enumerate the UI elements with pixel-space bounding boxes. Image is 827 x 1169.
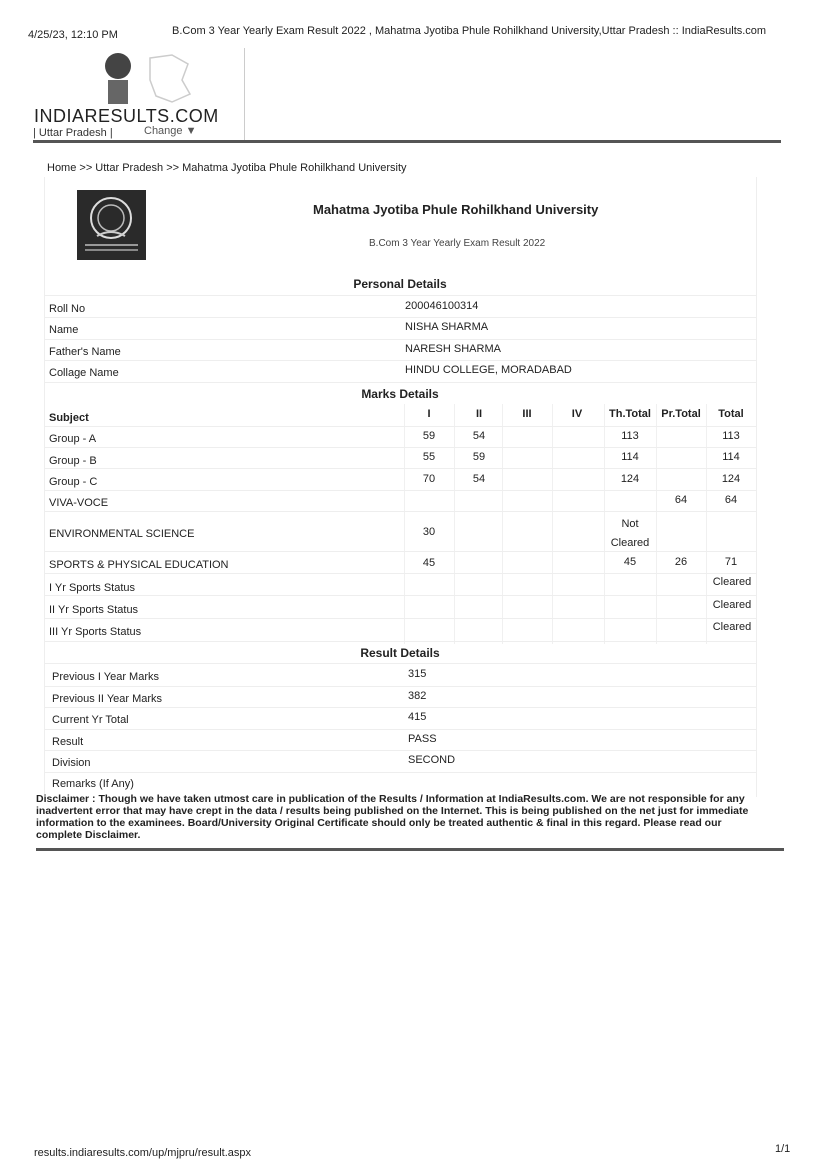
row-divider (44, 595, 756, 596)
marks-subject: Group - B (49, 455, 97, 467)
row-divider (44, 772, 756, 773)
marks-i: 45 (422, 557, 436, 569)
prev-i-year-label: Previous I Year Marks (52, 671, 159, 683)
header-divider (244, 48, 245, 140)
marks-th-total: 114 (621, 451, 639, 463)
university-seal-icon (77, 190, 146, 260)
row-divider (44, 447, 756, 448)
roll-no-label: Roll No (49, 303, 86, 315)
marks-header-i: I (427, 408, 431, 420)
marks-header-iv: IV (571, 408, 583, 420)
current-year-total-label: Current Yr Total (52, 714, 129, 726)
row-divider (44, 573, 756, 574)
marks-pr-total: 64 (674, 494, 688, 506)
frame-left (44, 177, 45, 797)
marks-details-heading: Marks Details (361, 387, 439, 401)
site-name: INDIARESULTS.COM (34, 106, 219, 126)
marks-subject: I Yr Sports Status (49, 582, 136, 594)
marks-th-total: Not Cleared (610, 518, 650, 549)
region-label: | Uttar Pradesh | (33, 127, 113, 139)
row-divider (44, 686, 756, 687)
row-divider (44, 426, 756, 427)
marks-total: Cleared (712, 576, 752, 588)
breadcrumb[interactable]: Home >> Uttar Pradesh >> Mahatma Jyotiba Phule Rohilkhand University (47, 162, 407, 174)
name-value: NISHA SHARMA (405, 321, 489, 333)
remarks-label: Remarks (If Any) (52, 778, 134, 790)
marks-subject: SPORTS & PHYSICAL EDUCATION (49, 559, 229, 571)
college-name-value: HINDU COLLEGE, MORADABAD (405, 364, 572, 376)
marks-total: 113 (722, 430, 740, 442)
marks-ii: 59 (472, 451, 486, 463)
father-name-value: NARESH SHARMA (405, 343, 501, 355)
marks-header-pr-total: Pr.Total (661, 408, 701, 420)
marks-total: 64 (724, 494, 738, 506)
division-label: Division (52, 757, 91, 769)
column-line (656, 404, 657, 644)
marks-subject: Group - C (49, 476, 98, 488)
current-year-total-value: 415 (408, 711, 427, 723)
marks-total: 124 (721, 473, 741, 485)
row-divider (44, 468, 756, 469)
marks-total: 114 (722, 451, 740, 463)
row-divider (44, 339, 756, 340)
university-name: Mahatma Jyotiba Phule Rohilkhand University (313, 202, 599, 217)
prev-ii-year-value: 382 (408, 690, 427, 702)
father-name-label: Father's Name (49, 346, 121, 358)
frame-right (756, 177, 757, 797)
column-line (552, 404, 553, 644)
footer-page-number: 1/1 (775, 1143, 791, 1155)
marks-header-ii: II (475, 408, 483, 420)
marks-th-total: 113 (621, 430, 639, 442)
personal-details-heading: Personal Details (353, 277, 447, 291)
marks-i: 55 (422, 451, 436, 463)
division-value: SECOND (408, 754, 456, 766)
marks-i: 70 (422, 473, 436, 485)
row-divider (44, 295, 756, 296)
top-rule (33, 140, 781, 143)
college-name-label: Collage Name (49, 367, 119, 379)
marks-i: 59 (422, 430, 436, 442)
row-divider (44, 641, 756, 642)
marks-total: Cleared (712, 621, 752, 633)
row-divider (44, 490, 756, 491)
print-title: B.Com 3 Year Yearly Exam Result 2022 , Mahatma Jyotiba Phule Rohilkhand University,Uttar Pradesh :: IndiaResults.com (172, 25, 767, 37)
row-divider (44, 382, 756, 383)
site-logo-icon (32, 50, 232, 110)
marks-header-total: Total (718, 408, 744, 420)
row-divider (44, 729, 756, 730)
row-divider (44, 750, 756, 751)
footer-url: results.indiaresults.com/up/mjpru/result.aspx (34, 1147, 252, 1159)
marks-th-total: 124 (620, 473, 640, 485)
marks-subject: VIVA-VOCE (49, 497, 109, 509)
marks-subject: III Yr Sports Status (49, 626, 142, 638)
marks-th-total: 45 (623, 556, 637, 568)
disclaimer: Disclaimer : Though we have taken utmost care in publication of the Results / Information at IndiaResults.com. We are not responsible for any inadvertent error that may have crept in the data / results being published on the Internet. This is being published on the net just for immediate information to the examinees. Board/University Original Certificate should only be treated authentic & final in this regard. Please read our complete Disclaimer. (36, 793, 749, 841)
exam-name: B.Com 3 Year Yearly Exam Result 2022 (369, 238, 546, 249)
bottom-rule (36, 848, 784, 851)
name-label: Name (49, 324, 79, 336)
marks-total: 71 (724, 556, 738, 568)
marks-header-iii: III (522, 408, 532, 420)
row-divider (44, 511, 756, 512)
row-divider (44, 707, 756, 708)
prev-i-year-value: 315 (408, 668, 427, 680)
print-date: 4/25/23, 12:10 PM (28, 29, 118, 41)
marks-subject: II Yr Sports Status (49, 604, 139, 616)
marks-i: 30 (422, 526, 436, 538)
marks-ii: 54 (472, 473, 486, 485)
row-divider (44, 317, 756, 318)
marks-ii: 54 (472, 430, 486, 442)
row-divider (44, 618, 756, 619)
result-value: PASS (408, 733, 437, 745)
marks-subject: ENVIRONMENTAL SCIENCE (49, 528, 195, 540)
prev-ii-year-label: Previous II Year Marks (52, 693, 163, 705)
marks-total: Cleared (712, 599, 752, 611)
row-divider (44, 551, 756, 552)
result-details-heading: Result Details (360, 646, 440, 660)
marks-header-subject: Subject (49, 412, 89, 424)
roll-no-value: 200046100314 (405, 300, 479, 312)
row-divider (44, 360, 756, 361)
result-label: Result (52, 736, 84, 748)
change-region-link[interactable]: Change ▼ (144, 125, 197, 137)
marks-subject: Group - A (49, 433, 97, 445)
marks-header-th-total: Th.Total (609, 408, 651, 420)
marks-pr-total: 26 (674, 556, 688, 568)
row-divider (44, 663, 756, 664)
university-logo (77, 190, 146, 260)
